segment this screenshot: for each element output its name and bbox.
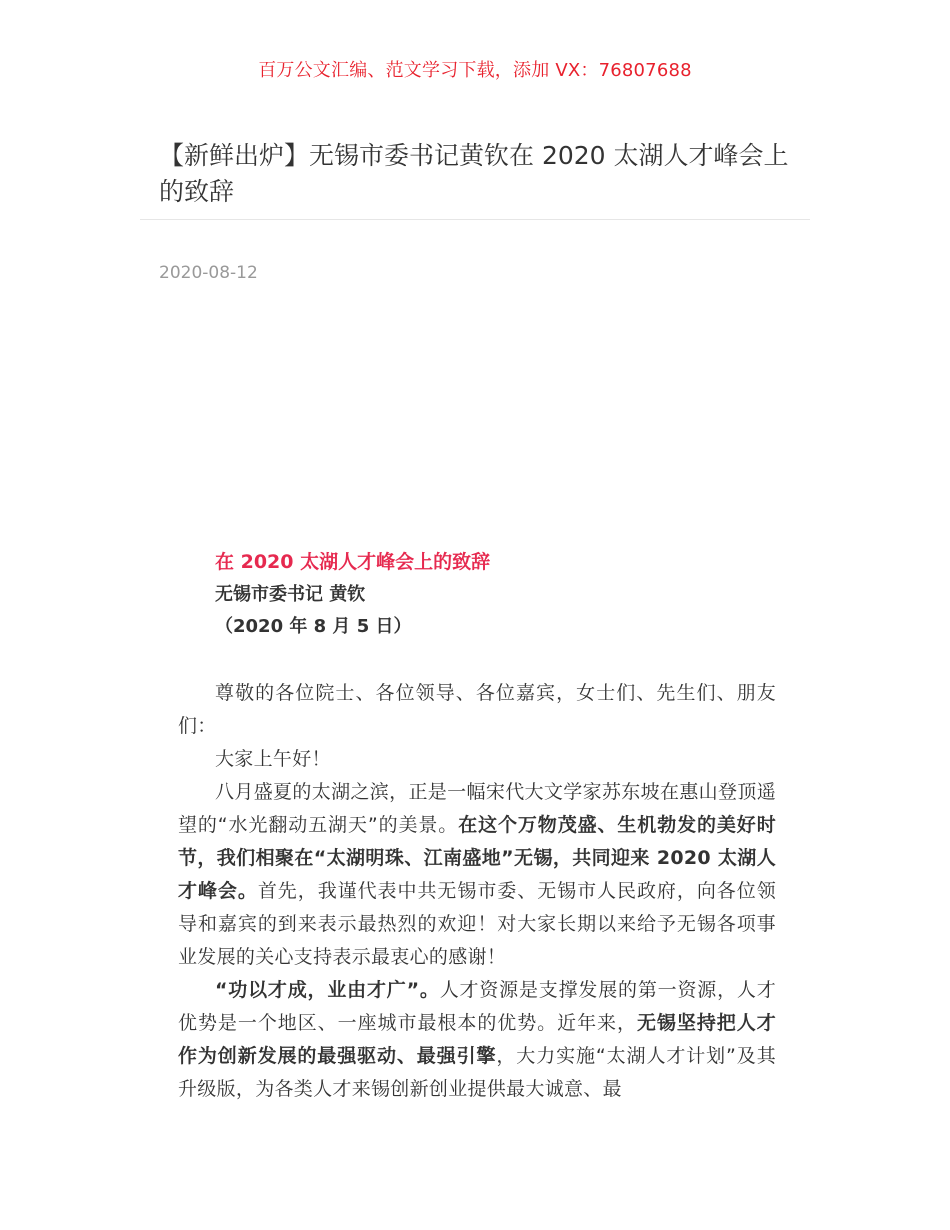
speech-title: 在 2020 太湖人才峰会上的致辞	[215, 551, 491, 573]
paragraph-welcome-bold: 在这个万物茂盛、生机勃发的美好时节，我们相聚在“太湖明珠、江南盛地”无锡，共同迎来 2020 太湖人才峰会。	[178, 814, 776, 902]
speech-date: （2020 年 8 月 5 日）	[215, 616, 412, 637]
paragraph-talent-text-b: 人才资源是支撑发展的第一资源，人才优势是一个地区、一座城市最根本的优势。近年来，	[178, 979, 776, 1034]
publish-date: 2020-08-12	[159, 263, 258, 283]
paragraph-welcome	[178, 776, 776, 974]
paragraph-talent-text-d: ，大力实施“太湖人才计划”及其升级版，为各类人才来锡创新创业提供最大诚意、最	[178, 1045, 776, 1100]
speech-content	[178, 677, 776, 1106]
paragraph-hello: 大家上午好！	[215, 748, 331, 770]
speech-speaker: 无锡市委书记 黄钦	[215, 584, 366, 605]
promo-banner: 百万公文汇编、范文学习下载，添加 VX：76807688	[258, 60, 692, 81]
paragraph-greeting: 尊敬的各位院士、各位领导、各位嘉宾，女士们、先生们、朋友们：	[178, 682, 776, 737]
paragraph-talent-bold-a: “功以才成，业由才广”。	[215, 979, 440, 1001]
paragraph-welcome-text-c: 首先，我谨代表中共无锡市委、无锡市人民政府，向各位领导和嘉宾的到来表示最热烈的欢迎！对大家长期以来给予无锡各项事业发展的关心支持表示最衷心的感谢！	[178, 880, 776, 968]
article-body	[178, 545, 776, 1106]
paragraph-welcome-text-a: 八月盛夏的太湖之滨，正是一幅宋代大文学家苏东坡在惠山登顶遥望的“水光翻动五湖天”的美景。	[178, 781, 776, 836]
title-divider	[140, 219, 810, 220]
paragraph-talent	[178, 974, 776, 1106]
article-title: 【新鲜出炉】无锡市委书记黄钦在 2020 太湖人才峰会上的致辞	[159, 141, 789, 206]
paragraph-talent-bold-c: 无锡坚持把人才作为创新发展的最强驱动、最强引擎	[178, 1012, 776, 1067]
